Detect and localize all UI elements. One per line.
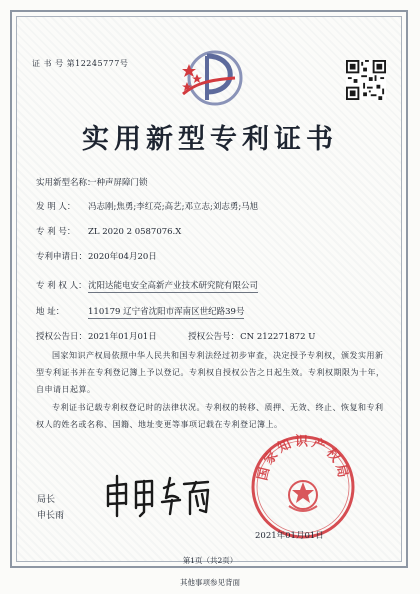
field-label: 发 明 人： (36, 202, 76, 212)
field-value: 沈阳达能电安全高新产业技术研究院有限公司 (88, 281, 259, 291)
certificate-title: 实用新型专利证书 (82, 124, 338, 155)
field-label: 专 利 权 人： (36, 281, 87, 291)
handwritten-signature (100, 472, 215, 520)
field-label: 授权公告日： (36, 332, 88, 342)
field-value: 一种声屏障门锁 (88, 178, 148, 188)
field-inventors (36, 200, 258, 212)
field-value: 冯志刚;焦勇;李红亮;高艺;邓立志;刘志勇;马旭 (88, 202, 259, 212)
field-utility-model-name (36, 176, 148, 188)
certificate-number: 证 书 号 第12245777号 (32, 59, 129, 68)
seal-text: 国家知识产权局 (255, 434, 351, 482)
page-number: 第1页（共2页） (182, 556, 238, 565)
field-application-date (36, 250, 157, 262)
field-label: 地 址： (36, 307, 65, 317)
field-value: 2020年04月20日 (88, 252, 157, 262)
field-value: 2021年01月01日 (88, 332, 157, 342)
field-value: ZL 2020 2 0587076.X (88, 227, 182, 237)
field-label: 专 利 号： (36, 227, 76, 237)
field-label-2: 授权公告号： (188, 332, 240, 342)
field-address (36, 305, 244, 319)
official-seal (248, 432, 358, 542)
cnipa-logo-icon (177, 42, 249, 112)
field-announcement (36, 330, 315, 342)
field-patent-number (36, 225, 181, 237)
field-value-2: CN 212271872 U (240, 332, 316, 342)
paragraph-grant: 国家知识产权局依照中华人民共和国专利法经过初步审查，决定授予专利权，颁发实用新型专利证书并在专利登记簿上予以登记。专利权自授权公告之日起生效。专利权期限为十年，自申请日起算。 (36, 351, 385, 394)
paragraph-legal-status: 专利证书记载专利权登记时的法律状况。专利权的转移、质押、无效、终止、恢复和专利权人的姓名或名称、国籍、地址变更等事项记载在专利登记簿上。 (36, 403, 384, 429)
signature-name-print: 申长雨 (37, 511, 65, 521)
field-value: 110179 辽宁省沈阳市浑南区世纪路39号 (88, 307, 245, 317)
signature-role: 局长 (37, 495, 56, 505)
issue-date: 2021年01月01日 (255, 531, 324, 541)
footnote: 其他事项参见背面 (180, 578, 240, 587)
field-label: 专利申请日： (36, 252, 88, 262)
qr-code-icon (346, 60, 386, 100)
field-label: 实用新型名称： (36, 178, 96, 188)
field-patentee (36, 279, 258, 293)
